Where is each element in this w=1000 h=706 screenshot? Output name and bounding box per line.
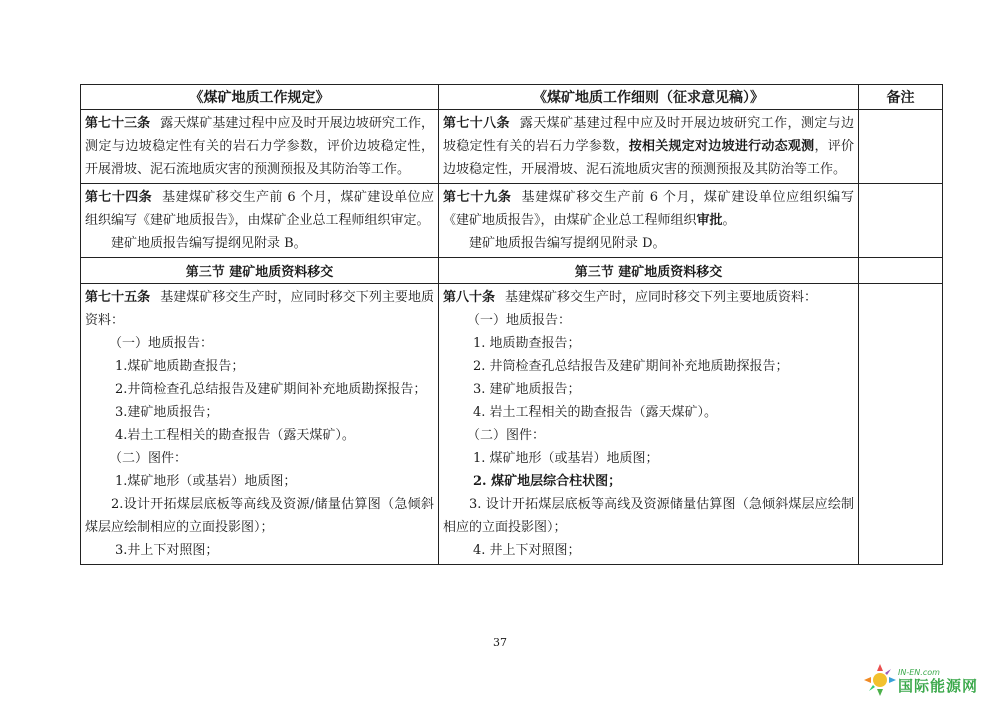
list-item: 2. 井筒检查孔总结报告及建矿期间补充地质勘探报告； bbox=[473, 359, 789, 374]
header-left: 《煤矿地质工作规定》 bbox=[81, 85, 439, 110]
changed-text: 审批 bbox=[696, 213, 723, 228]
list-item: 2.设计开拓煤层底板等高线及资源/储量估算图（急倾斜煤层应绘制相应的立面投影图）； bbox=[85, 497, 434, 535]
list-item: 3.井上下对照图； bbox=[115, 543, 219, 558]
article-note: 建矿地质报告编写提纲见附录 D。 bbox=[469, 236, 666, 251]
header-right: 《煤矿地质工作细则（征求意见稿）》 bbox=[439, 85, 859, 110]
article-text: 基建煤矿移交生产前 6 个月，煤矿建设单位应组织编写《建矿地质报告》，由煤矿企业总工程师组织审定。 bbox=[85, 190, 434, 228]
article-text: 基建煤矿移交生产时，应同时移交下列主要地质资料： bbox=[85, 290, 434, 328]
row3-remarks bbox=[859, 284, 943, 565]
header-remarks: 备注 bbox=[859, 85, 943, 110]
row1-remarks bbox=[859, 110, 943, 184]
watermark bbox=[898, 668, 978, 696]
article-label: 第七十八条 bbox=[443, 116, 510, 131]
article-text: 基建煤矿移交生产前 6 个月，煤矿建设单位应组织编写《建矿地质报告》，由煤矿企业总工程师组织 bbox=[443, 190, 854, 228]
table-header-row bbox=[81, 85, 943, 110]
article-label: 第七十三条 bbox=[85, 116, 151, 131]
list-item: 2. 煤矿地层综合柱状图； bbox=[473, 474, 622, 489]
article-text: 露天煤矿基建过程中应及时开展边坡研究工作，测定与边坡稳定性有关的岩石力学参数，评价边坡稳定性，开展滑坡、泥石流地质灾害的预测预报及其防治等工作。 bbox=[85, 116, 434, 177]
row2-left bbox=[81, 184, 439, 258]
list-item: 4. 井上下对照图； bbox=[473, 543, 581, 558]
table-row bbox=[81, 110, 943, 184]
section-row bbox=[81, 258, 943, 284]
row3-right bbox=[439, 284, 859, 565]
table-row bbox=[81, 184, 943, 258]
row1-right bbox=[439, 110, 859, 184]
article-text: 露天煤矿基建过程中应及时开展边坡研究工作，测定与边坡稳定性有关的岩石力学参数， bbox=[443, 116, 854, 154]
list-item: （二）图件： bbox=[467, 428, 546, 443]
list-item: 1. 地质勘查报告； bbox=[473, 336, 581, 351]
row2-remarks bbox=[859, 184, 943, 258]
list-item: 1.煤矿地形（或基岩）地质图； bbox=[115, 474, 297, 489]
comparison-table bbox=[80, 84, 943, 565]
list-item: 3. 建矿地质报告； bbox=[473, 382, 581, 397]
article-label: 第八十条 bbox=[443, 290, 496, 305]
section-title-left: 第三节 建矿地质资料移交 bbox=[81, 258, 439, 284]
row1-left bbox=[81, 110, 439, 184]
list-item: （二）图件： bbox=[109, 451, 188, 466]
section-title-right: 第三节 建矿地质资料移交 bbox=[439, 258, 859, 284]
article-text: ，评价边坡稳定性，开展滑坡、泥石流地质灾害的预测预报及其防治等工作。 bbox=[443, 139, 854, 177]
row2-right bbox=[439, 184, 859, 258]
list-item: 4.岩土工程相关的勘查报告（露天煤矿）。 bbox=[115, 428, 355, 443]
article-text: 。 bbox=[722, 213, 736, 228]
page-number: 37 bbox=[493, 636, 507, 649]
list-item: （一）地质报告： bbox=[109, 336, 214, 351]
watermark-domain: IN-EN.com bbox=[898, 668, 940, 677]
row3-left bbox=[81, 284, 439, 565]
section-remarks bbox=[859, 258, 943, 284]
list-item: 3.建矿地质报告； bbox=[115, 405, 219, 420]
article-note: 建矿地质报告编写提纲见附录 B。 bbox=[111, 236, 307, 251]
list-item: 1.煤矿地质勘查报告； bbox=[115, 359, 245, 374]
changed-text: 按相关规定对边坡进行动态观测 bbox=[628, 139, 815, 154]
watermark-name: 国际能源网 bbox=[898, 677, 979, 695]
list-item: （一）地质报告： bbox=[467, 313, 572, 328]
list-item: 1. 煤矿地形（或基岩）地质图； bbox=[473, 451, 659, 466]
article-label: 第七十五条 bbox=[85, 290, 151, 305]
list-item: 2.井筒检查孔总结报告及建矿期间补充地质勘探报告； bbox=[115, 382, 427, 397]
table-row bbox=[81, 284, 943, 565]
article-label: 第七十九条 bbox=[443, 190, 512, 205]
list-item: 4. 岩土工程相关的勘查报告（露天煤矿）。 bbox=[473, 405, 718, 420]
article-label: 第七十四条 bbox=[85, 190, 153, 205]
article-text: 基建煤矿移交生产时，应同时移交下列主要地质资料： bbox=[505, 290, 818, 305]
list-item: 3. 设计开拓煤层底板等高线及资源储量估算图（急倾斜煤层应绘制相应的立面投影图）； bbox=[443, 497, 854, 535]
